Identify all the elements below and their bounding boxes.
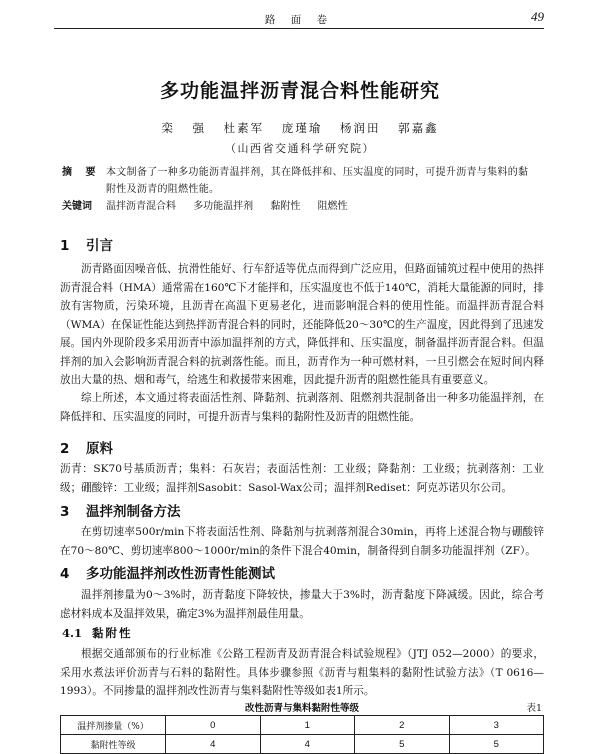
section-heading	[60, 562, 275, 582]
body-paragraph: 沥青：SK70号基质沥青；集料：石灰岩；表面活性剂：工业级；降黏剂：工业级；抗剥落剂：工业级；硼酸锌：工业级；温拌剂Sasobit：Sasol-Wax公司；温拌剂Rediset：阿克苏诺贝尔公司。	[60, 463, 544, 494]
table-cell: 2	[355, 716, 450, 735]
body-paragraph: 沥青路面因噪音低、抗滑性能好、行车舒适等优点而得到广泛应用，但路面铺筑过程中使用的热拌沥青混合料（HMA）通常需在160℃下才能拌和，压实温度也不低于140℃，消耗大量能源的同时，排放有害物质，污染环境，且沥青在高温下更易老化，进而影响混合料的使用性能。而温拌沥青混合料（WMA）在保证性能达到热拌沥青混合料的同时，还能降低20～30℃的生产温度，因此得到了迅速发展。	[60, 263, 544, 349]
section-number: 4	[60, 566, 70, 582]
body-paragraph: 温拌剂掺量为0～3%时，沥青黏度下降较快，掺量大于3%时，沥青黏度下降减缓。因此，综合考虑材料成本及温拌效果，确定3%为温拌剂最佳用量。	[60, 589, 544, 620]
adhesion-table	[60, 715, 544, 754]
section-title: 多功能温拌剂改性沥青性能测试	[86, 566, 275, 582]
section-title: 温拌剂制备方法	[86, 504, 181, 520]
row-header: 黏附性等级	[61, 735, 166, 754]
section-heading	[60, 437, 113, 457]
keywords-label: 关键词	[62, 201, 92, 212]
subsection-number: 4.1	[62, 626, 83, 640]
paper-title: 多功能温拌沥青混合料性能研究	[159, 80, 440, 102]
abstract-label: 摘 要	[62, 167, 101, 178]
table-cell: 3	[449, 716, 544, 735]
author-name: 郭嘉鑫	[398, 121, 439, 135]
table-row	[61, 716, 544, 735]
journal-section-name: 路 面 卷	[264, 14, 334, 26]
abstract-text: 本文制备了一种多功能沥青温拌剂，其在降低拌和、压实温度的同时，可提升沥青与集料的黏附性及沥青的阻燃性能。	[106, 167, 529, 195]
abstract-block	[62, 164, 536, 198]
body-paragraph: 根据交通部颁布的行业标准《公路工程沥青及沥青混合料试验规程》（JTJ 052—2000）的要求，采用水煮法评价沥青与石料的黏附性。具体步骤参照《沥青与粗集料的黏附性试验方法》（T 0616—1993）。不同掺量的温拌剂改性沥青与集料黏附性等级如表1所示。	[60, 648, 544, 697]
table-row	[61, 735, 544, 754]
keyword: 多功能温拌剂	[193, 201, 254, 212]
section-title: 原料	[86, 441, 113, 457]
keyword: 黏附性	[270, 201, 301, 212]
affiliation: （山西省交通科学研究院）	[225, 142, 375, 155]
table-cell: 1	[260, 716, 355, 735]
section-heading	[60, 500, 181, 520]
table-cell: 4	[166, 735, 261, 754]
section-title: 引言	[86, 238, 113, 254]
page-number: 49	[531, 9, 544, 24]
keywords-block	[62, 198, 536, 215]
section-heading	[60, 234, 113, 254]
author-name: 庞瑾瑜	[281, 121, 323, 135]
body-paragraph: 综上所述，本文通过将表面活性剂、降黏剂、抗剥落剂、阻燃剂共混制备出一种多功能温拌剂，在降低拌和、压实温度的同时，可提升沥青与集料的黏附性及沥青的阻燃性能。	[60, 392, 544, 423]
body-paragraph: 国内外现阶段多采用沥青中添加温拌剂的方式，降低拌和、压实温度，制备温拌沥青混合料。但温拌剂的加入会影响沥青混合料的抗剥落性能。而且，沥青作为一种可燃材料，一旦引燃会在短时间内释放出大量的热、烟和毒气，给逃生和救援带来困难，因此提升沥青的阻燃性能具有重要意义。	[60, 337, 544, 386]
table-caption	[60, 700, 544, 714]
section-number: 1	[60, 238, 70, 254]
author-name: 杨润田	[339, 121, 381, 135]
subsection-heading	[62, 625, 133, 641]
table-cell: 0	[166, 716, 261, 735]
table-label: 表1	[526, 703, 542, 714]
author-list	[0, 120, 600, 136]
keyword: 温拌沥青混合料	[106, 201, 176, 212]
keyword: 阻燃性	[317, 201, 348, 212]
section-number: 3	[60, 504, 70, 520]
section-number: 2	[60, 441, 70, 457]
author-name: 栾 强	[161, 121, 207, 135]
table-cell: 5	[355, 735, 450, 754]
keywords-list	[106, 198, 362, 215]
table-cell: 4	[260, 735, 355, 754]
row-header: 温拌剂掺量（%）	[61, 716, 166, 735]
running-head	[54, 9, 544, 29]
table-cell: 5	[449, 735, 544, 754]
table-title: 改性沥青与集料黏附性等级	[244, 703, 359, 714]
subsection-title: 黏附性	[92, 626, 133, 640]
body-paragraph: 在剪切速率500r/min下将表面活性剂、降黏剂与抗剥落剂混合30min，再将上述混合物与硼酸锌在70～80℃、剪切速率800～1000r/min的条件下混合40min，制备得到自制多功能温拌剂（ZF）。	[60, 526, 544, 557]
author-name: 杜素军	[223, 121, 265, 135]
